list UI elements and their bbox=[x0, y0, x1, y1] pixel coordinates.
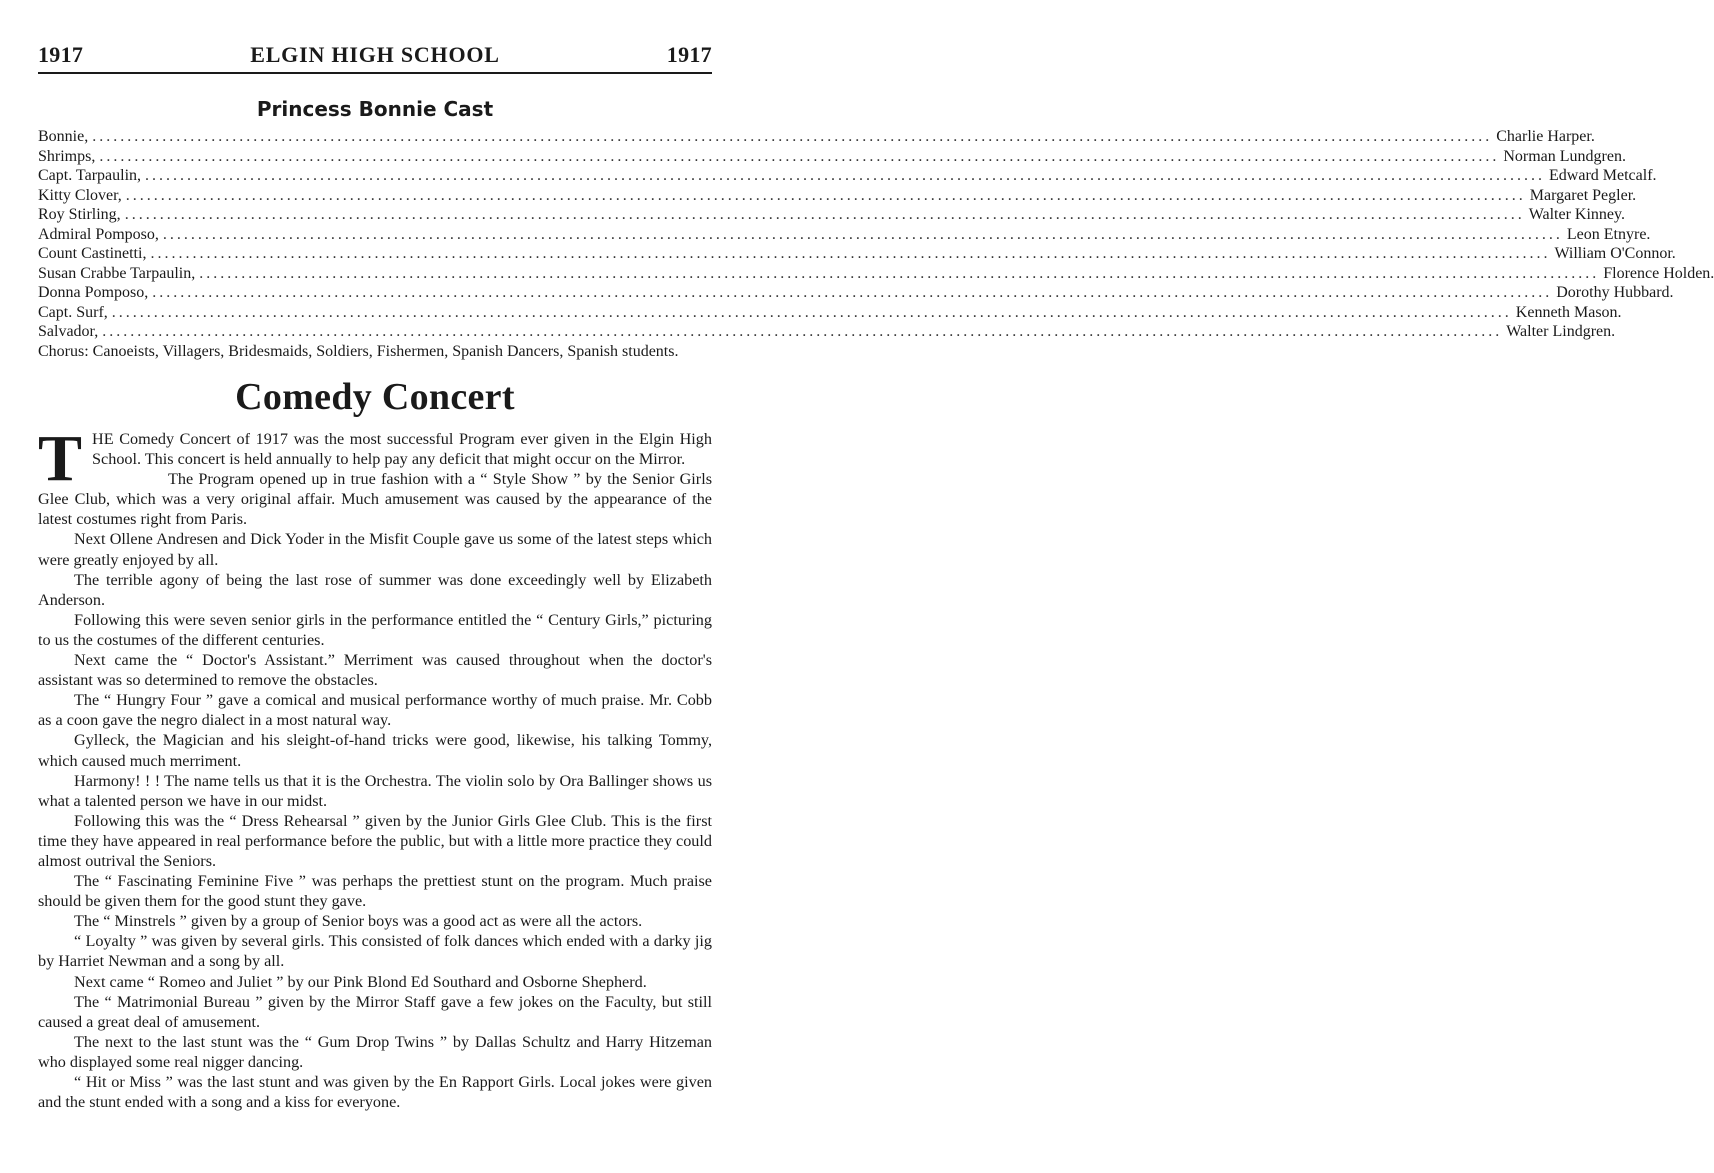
leader-dots: ........................................................................................................................................................................................................ bbox=[152, 284, 1553, 301]
cast-actor: Edward Metcalf. bbox=[1549, 167, 1657, 184]
cast-role: Capt. Tarpaulin, bbox=[38, 167, 142, 184]
concert-paragraph: The next to the last stunt was the “ Gum Drop Twins ” by Dallas Schultz and Harry Hitzeman who displayed some real nigger dancing. bbox=[38, 1032, 712, 1071]
header-year-left: 1917 bbox=[38, 42, 84, 67]
cast-role: Kitty Clover, bbox=[38, 186, 122, 204]
leader-dots: ........................................................................................................................................................................................................ bbox=[92, 128, 1493, 145]
leader-dots: ........................................................................................................................................................................................................ bbox=[125, 186, 1526, 204]
header-year-right: 1917 bbox=[666, 42, 712, 67]
cast-row bbox=[38, 244, 1676, 264]
chorus-line: Chorus: Canoeists, Villagers, Bridesmaids, Soldiers, Fishermen, Spanish Dancers, Spanish students. bbox=[38, 342, 679, 360]
cast-row bbox=[38, 186, 1637, 206]
leader-dots: ........................................................................................................................................................................................................ bbox=[162, 225, 1563, 243]
cast-role: Roy Stirling, bbox=[38, 206, 121, 223]
cast-actor: William O'Connor. bbox=[1554, 245, 1676, 262]
cast-row bbox=[38, 322, 1616, 342]
concert-body bbox=[38, 422, 712, 1112]
cast-row bbox=[38, 127, 1595, 147]
cast-actor: Kenneth Mason. bbox=[1515, 303, 1622, 321]
cast-row bbox=[38, 147, 1626, 167]
concert-paragraph: The terrible agony of being the last rose of summer was done exceedingly well by Elizabeth Anderson. bbox=[38, 570, 712, 609]
concert-paragraph: The “ Minstrels ” given by a group of Senior boys was a good act as were all the actors. bbox=[74, 912, 643, 931]
leader-dots: ........................................................................................................................................................................................................ bbox=[99, 147, 1500, 165]
cast-role: Salvador, bbox=[38, 323, 99, 340]
concert-paragraph: “ Loyalty ” was given by several girls. This consisted of folk dances which ended with a darky jig by Harriet Newman and a song by all. bbox=[38, 932, 712, 971]
concert-paragraph: Next Ollene Andresen and Dick Yoder in the Misfit Couple gave us some of the latest steps which were greatly enjoyed by all. bbox=[38, 530, 712, 569]
page-header bbox=[38, 0, 712, 74]
concert-paragraph: “ Hit or Miss ” was the last stunt and was given by the En Rapport Girls. Local jokes were given and the stunt ended with a song and a kiss for everyone. bbox=[38, 1073, 712, 1112]
leader-dots: ........................................................................................................................................................................................................ bbox=[150, 245, 1551, 262]
cast-actor: Walter Lindgren. bbox=[1506, 323, 1616, 340]
concert-paragraph: Gylleck, the Magician and his sleight-of-hand tricks were good, likewise, his talking Tommy, which caused much merriment. bbox=[38, 731, 712, 770]
concert-paragraph: The “ Matrimonial Bureau ” given by the Mirror Staff gave a few jokes on the Faculty, but still caused a great deal of amusement. bbox=[38, 992, 712, 1031]
cast-role: Admiral Pomposo, bbox=[38, 225, 159, 243]
concert-title: Comedy Concert bbox=[235, 376, 515, 418]
cast-actor: Walter Kinney. bbox=[1528, 206, 1625, 223]
cast-row bbox=[38, 303, 1622, 323]
concert-paragraph: Following this were seven senior girls in the performance entitled the “ Century Girls,” picturing to us the costumes of the different centuries. bbox=[38, 610, 712, 649]
cast-row bbox=[38, 225, 1651, 245]
cast-row bbox=[38, 283, 1674, 303]
cast-role: Susan Crabbe Tarpaulin, bbox=[38, 264, 196, 282]
cast-actor: Norman Lundgren. bbox=[1503, 147, 1626, 165]
cast-actor: Leon Etnyre. bbox=[1566, 225, 1651, 243]
cast-role: Bonnie, bbox=[38, 128, 89, 145]
cast-row bbox=[38, 264, 1714, 284]
cast-row bbox=[38, 205, 1625, 225]
leader-dots: ........................................................................................................................................................................................................ bbox=[145, 167, 1546, 184]
cast-row bbox=[38, 166, 1657, 186]
cast-role: Shrimps, bbox=[38, 147, 96, 165]
cast-role: Capt. Surf, bbox=[38, 303, 108, 321]
leader-dots: ........................................................................................................................................................................................................ bbox=[102, 323, 1503, 340]
concert-paragraph: The “ Fascinating Feminine Five ” was perhaps the prettiest stunt on the program. Much praise should be given them for the good stunt they gave. bbox=[38, 872, 712, 911]
concert-paragraph: Following this was the “ Dress Rehearsal ” given by the Junior Girls Glee Club. This is the first time they have appeared in real performance before the public, but with a little more practice they could almost outrival the Seniors. bbox=[38, 811, 712, 870]
header-title: ELGIN HIGH SCHOOL bbox=[250, 42, 500, 67]
leader-dots: ........................................................................................................................................................................................................ bbox=[199, 264, 1600, 282]
first-paragraph-text: HE Comedy Concert of 1917 was the most successful Program ever given in the Elgin High School. This concert is held annually to help pay any deficit that might occur on the Mirror. bbox=[92, 430, 712, 469]
cast-actor: Florence Holden. bbox=[1603, 264, 1714, 282]
concert-paragraph: The “ Hungry Four ” gave a comical and musical performance worthy of much praise. Mr. Cobb as a coon gave the negro dialect in a most natural way. bbox=[38, 691, 712, 730]
drop-cap: T bbox=[38, 422, 83, 495]
concert-paragraph: Next came the “ Doctor's Assistant.” Merriment was caused throughout when the doctor's assistant was so determined to remove the obstacles. bbox=[38, 651, 712, 690]
cast-role: Count Castinetti, bbox=[38, 245, 147, 262]
first-paragraph bbox=[38, 422, 712, 495]
leader-dots: ........................................................................................................................................................................................................ bbox=[111, 303, 1512, 321]
concert-paragraph: Harmony! ! ! The name tells us that it is the Orchestra. The violin solo by Ora Ballinger shows us what a talented person we have in our midst. bbox=[38, 771, 712, 810]
concert-paragraph: The Program opened up in true fashion with a “ Style Show ” by the Senior Girls Glee Club, which was a very original affair. Much amusement was caused by the appearance of the latest costumes right from Paris. bbox=[38, 470, 712, 529]
cast-actor: Charlie Harper. bbox=[1496, 128, 1595, 145]
cast-actor: Margaret Pegler. bbox=[1529, 186, 1637, 204]
cast-title: Princess Bonnie Cast bbox=[256, 97, 494, 121]
concert-paragraph: Next came “ Romeo and Juliet ” by our Pink Blond Ed Southard and Osborne Shepherd. bbox=[74, 972, 647, 991]
cast-actor: Dorothy Hubbard. bbox=[1556, 284, 1674, 301]
leader-dots: ........................................................................................................................................................................................................ bbox=[124, 206, 1525, 223]
cast-role: Donna Pomposo, bbox=[38, 284, 149, 301]
cast-list bbox=[38, 127, 1714, 342]
